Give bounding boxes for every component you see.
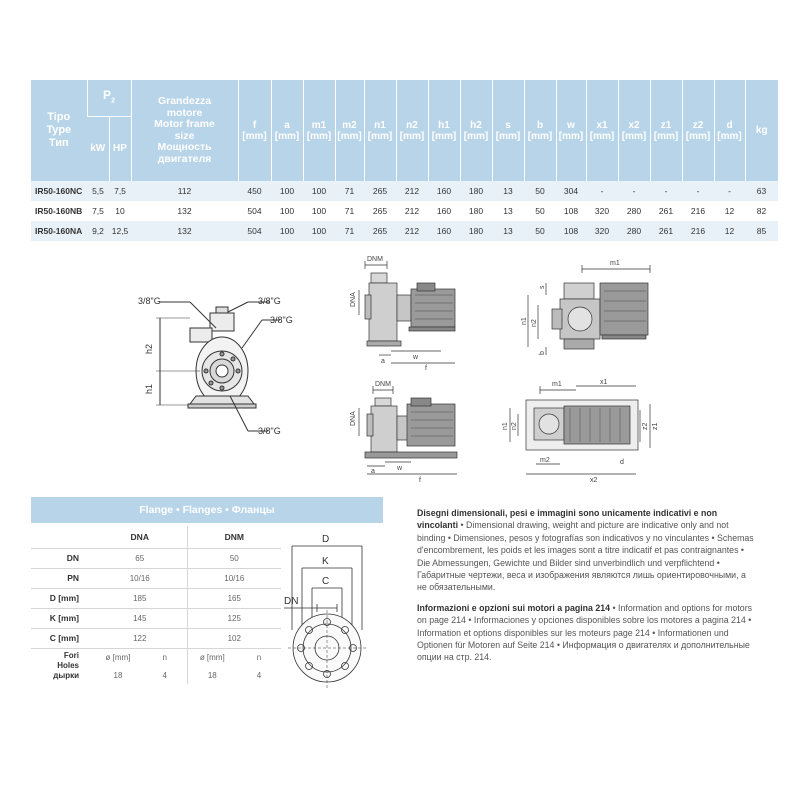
- d-label: d: [620, 459, 624, 466]
- disclaimer-notes: [417, 507, 757, 672]
- g-label-1: 3/8"G: [138, 296, 161, 306]
- value-cell: 160: [428, 181, 460, 201]
- value-cell: 261: [650, 221, 682, 241]
- g-label-3: 3/8"G: [270, 315, 293, 325]
- value-cell: 71: [335, 201, 364, 221]
- end-view-bottom-drawing: [500, 378, 670, 483]
- side-view-bottom-drawing: [345, 378, 475, 483]
- fori-dnm-diam: 18: [207, 670, 217, 680]
- disclaimer-paragraph: Disegni dimensionali, pesi e immagini sono unicamente indicativi e non vincolanti • Dimensional drawing, weight and picture are indicative only and not binding • Dimensiones, pesos y fotografías son indicativos y no vinculantes • Schemas d'encombrement, les poids et les images sont a titre indicatif et pas contraignantes • Die Abmessungen, Gewichte und Bilder sind unverbindlich und verpflichtend • Габаритные чертежи, веса и изображения являются лишь ориентировочными, а не обязательными.: [417, 508, 754, 593]
- value-cell: 108: [556, 221, 586, 241]
- flange-dna-value: 145: [93, 608, 187, 628]
- col-dnm: DNM: [187, 526, 281, 548]
- header-col: kg: [745, 80, 778, 181]
- table-row: [31, 221, 778, 241]
- s-label: s: [539, 285, 546, 289]
- value-cell: 450: [238, 181, 271, 201]
- header-tipo: Tipo Type Тип: [31, 80, 87, 181]
- flange-row-label: K [mm]: [31, 608, 93, 628]
- z2-label: z2: [642, 422, 649, 430]
- flange-dnm-value: 165: [187, 588, 281, 608]
- value-cell: 13: [492, 221, 524, 241]
- fori-dna-n: 4: [143, 666, 187, 684]
- sub-diam: ø [mm]: [105, 652, 131, 662]
- value-cell: -: [650, 181, 682, 201]
- value-cell: 10: [109, 201, 131, 221]
- value-cell: 261: [650, 201, 682, 221]
- w-label: w: [413, 354, 419, 361]
- m1-label: m1: [552, 381, 562, 388]
- g-label-2: 3/8"G: [258, 296, 281, 306]
- value-cell: 304: [556, 181, 586, 201]
- flange-row: [31, 568, 281, 588]
- value-cell: 180: [460, 221, 492, 241]
- value-cell: 280: [618, 201, 650, 221]
- value-cell: 280: [618, 221, 650, 241]
- g-label-4: 3/8"G: [258, 426, 281, 436]
- header-col: m2 [mm]: [335, 80, 364, 181]
- value-cell: -: [714, 181, 745, 201]
- table-row: [31, 181, 778, 201]
- value-cell: 71: [335, 181, 364, 201]
- value-cell: 7,5: [109, 181, 131, 201]
- value-cell: 100: [303, 201, 335, 221]
- m2-label: m2: [540, 457, 550, 464]
- dn-label: DN: [284, 596, 299, 607]
- fori-dna-diam: 18: [113, 670, 123, 680]
- flange-row-label: D [mm]: [31, 588, 93, 608]
- dnm-label: DNM: [375, 381, 391, 388]
- value-cell: 504: [238, 221, 271, 241]
- model-cell: IR50-160NC: [31, 181, 87, 201]
- sub-n: n: [143, 648, 187, 666]
- h2-label: h2: [144, 343, 154, 354]
- value-cell: 212: [396, 181, 428, 201]
- flange-dnm-value: 102: [187, 628, 281, 648]
- header-col: s [mm]: [492, 80, 524, 181]
- header-col: x2 [mm]: [618, 80, 650, 181]
- value-cell: 504: [238, 201, 271, 221]
- n1-label: n1: [502, 422, 509, 430]
- a-label: a: [371, 468, 375, 475]
- sub-diam: ø [mm]: [199, 652, 225, 662]
- dna-label: DNA: [350, 292, 357, 307]
- header-col: n2 [mm]: [396, 80, 428, 181]
- m1-label: m1: [610, 260, 620, 267]
- value-cell: 63: [745, 181, 778, 201]
- value-cell: 50: [524, 181, 556, 201]
- fori-label: Fori Holes дырки: [53, 651, 79, 681]
- value-cell: 12: [714, 221, 745, 241]
- n2-label: n2: [531, 319, 538, 327]
- d-label: D: [322, 534, 330, 545]
- value-cell: 216: [682, 201, 714, 221]
- sub-n: n: [256, 652, 262, 662]
- value-cell: 9,2: [87, 221, 109, 241]
- n2-label: n2: [511, 422, 518, 430]
- value-cell: -: [682, 181, 714, 201]
- value-cell: 112: [131, 181, 238, 201]
- value-cell: 108: [556, 201, 586, 221]
- value-cell: 13: [492, 181, 524, 201]
- dnm-label: DNM: [367, 256, 383, 263]
- z1-label: z1: [652, 422, 659, 430]
- value-cell: 320: [586, 201, 618, 221]
- value-cell: 50: [524, 201, 556, 221]
- dna-label: DNA: [350, 411, 357, 426]
- flange-row-label: DN: [31, 548, 93, 568]
- header-col: a [mm]: [271, 80, 303, 181]
- header-col: m1 [mm]: [303, 80, 335, 181]
- h1-label: h1: [144, 383, 154, 394]
- x1-label: x1: [600, 379, 608, 386]
- flange-title: Flange • Flanges • Фланцы: [31, 497, 383, 523]
- flange-drawing: [280, 530, 380, 700]
- dimensions-table: [31, 80, 778, 241]
- end-view-top-drawing: [500, 255, 670, 370]
- value-cell: 160: [428, 201, 460, 221]
- flange-row-label: C [mm]: [31, 628, 93, 648]
- value-cell: 180: [460, 201, 492, 221]
- a-label: a: [381, 358, 385, 365]
- value-cell: -: [618, 181, 650, 201]
- header-col: h1 [mm]: [428, 80, 460, 181]
- value-cell: 265: [364, 221, 396, 241]
- value-cell: 132: [131, 221, 238, 241]
- header-hp: HP: [109, 116, 131, 181]
- header-p2: $P_2$: [87, 80, 131, 116]
- flange-row-label: PN: [31, 568, 93, 588]
- value-cell: 7,5: [87, 201, 109, 221]
- f-label: f: [425, 365, 427, 372]
- header-col: w [mm]: [556, 80, 586, 181]
- header-col: z1 [mm]: [650, 80, 682, 181]
- value-cell: 13: [492, 201, 524, 221]
- col-dna: DNA: [93, 526, 187, 548]
- value-cell: 5,5: [87, 181, 109, 201]
- table-row: [31, 201, 778, 221]
- x2-label: x2: [590, 477, 598, 484]
- header-col: b [mm]: [524, 80, 556, 181]
- header-col: z2 [mm]: [682, 80, 714, 181]
- flange-row: [31, 608, 281, 628]
- value-cell: 71: [335, 221, 364, 241]
- value-cell: 100: [303, 181, 335, 201]
- pump-front-drawing: [130, 288, 330, 448]
- header-col: x1 [mm]: [586, 80, 618, 181]
- value-cell: 100: [271, 221, 303, 241]
- value-cell: 12,5: [109, 221, 131, 241]
- value-cell: 212: [396, 201, 428, 221]
- value-cell: 100: [303, 221, 335, 241]
- fori-dnm-n: 4: [256, 670, 262, 680]
- value-cell: 212: [396, 221, 428, 241]
- value-cell: 132: [131, 201, 238, 221]
- value-cell: 265: [364, 201, 396, 221]
- model-cell: IR50-160NB: [31, 201, 87, 221]
- header-col: d [mm]: [714, 80, 745, 181]
- value-cell: 100: [271, 201, 303, 221]
- flange-dna-value: 122: [93, 628, 187, 648]
- motor-info-paragraph: Informazioni e opzioni sui motori a pagina 214 • Information and options for motors on page 214 • Informaciones y opciones disponibles sobre los motores a pagina 214 • Information et options disponibles sur les moteurs page 214 • Informationen und Optionen für Motoren auf Seite 214 • Информация о двигателях и дополнительные опции на стр. 214.: [417, 602, 753, 663]
- value-cell: 265: [364, 181, 396, 201]
- f-label: f: [419, 477, 421, 484]
- c-label: C: [322, 576, 330, 587]
- flange-row: [31, 628, 281, 648]
- header-kw: kW: [87, 116, 109, 181]
- value-cell: 12: [714, 201, 745, 221]
- model-cell: IR50-160NA: [31, 221, 87, 241]
- value-cell: 216: [682, 221, 714, 241]
- value-cell: 160: [428, 221, 460, 241]
- flange-table: [31, 526, 281, 684]
- w-label: w: [397, 465, 403, 472]
- value-cell: 85: [745, 221, 778, 241]
- flange-dna-value: 10/16: [93, 568, 187, 588]
- value-cell: -: [586, 181, 618, 201]
- flange-dnm-value: 125: [187, 608, 281, 628]
- header-motor-frame: Grandezza motore Motor frame size Мощность двигателя: [131, 80, 238, 181]
- value-cell: 100: [271, 181, 303, 201]
- n1-label: n1: [521, 317, 528, 325]
- flange-dna-value: 65: [93, 548, 187, 568]
- header-col: n1 [mm]: [364, 80, 396, 181]
- flange-dnm-value: 50: [187, 548, 281, 568]
- value-cell: 82: [745, 201, 778, 221]
- flange-row: [31, 588, 281, 608]
- value-cell: 180: [460, 181, 492, 201]
- side-view-top-drawing: [345, 255, 475, 370]
- flange-dna-value: 185: [93, 588, 187, 608]
- flange-row: [31, 548, 281, 568]
- header-col: f [mm]: [238, 80, 271, 181]
- header-col: h2 [mm]: [460, 80, 492, 181]
- value-cell: 320: [586, 221, 618, 241]
- b-label: b: [539, 351, 546, 355]
- flange-dnm-value: 10/16: [187, 568, 281, 588]
- k-label: K: [322, 556, 329, 567]
- value-cell: 50: [524, 221, 556, 241]
